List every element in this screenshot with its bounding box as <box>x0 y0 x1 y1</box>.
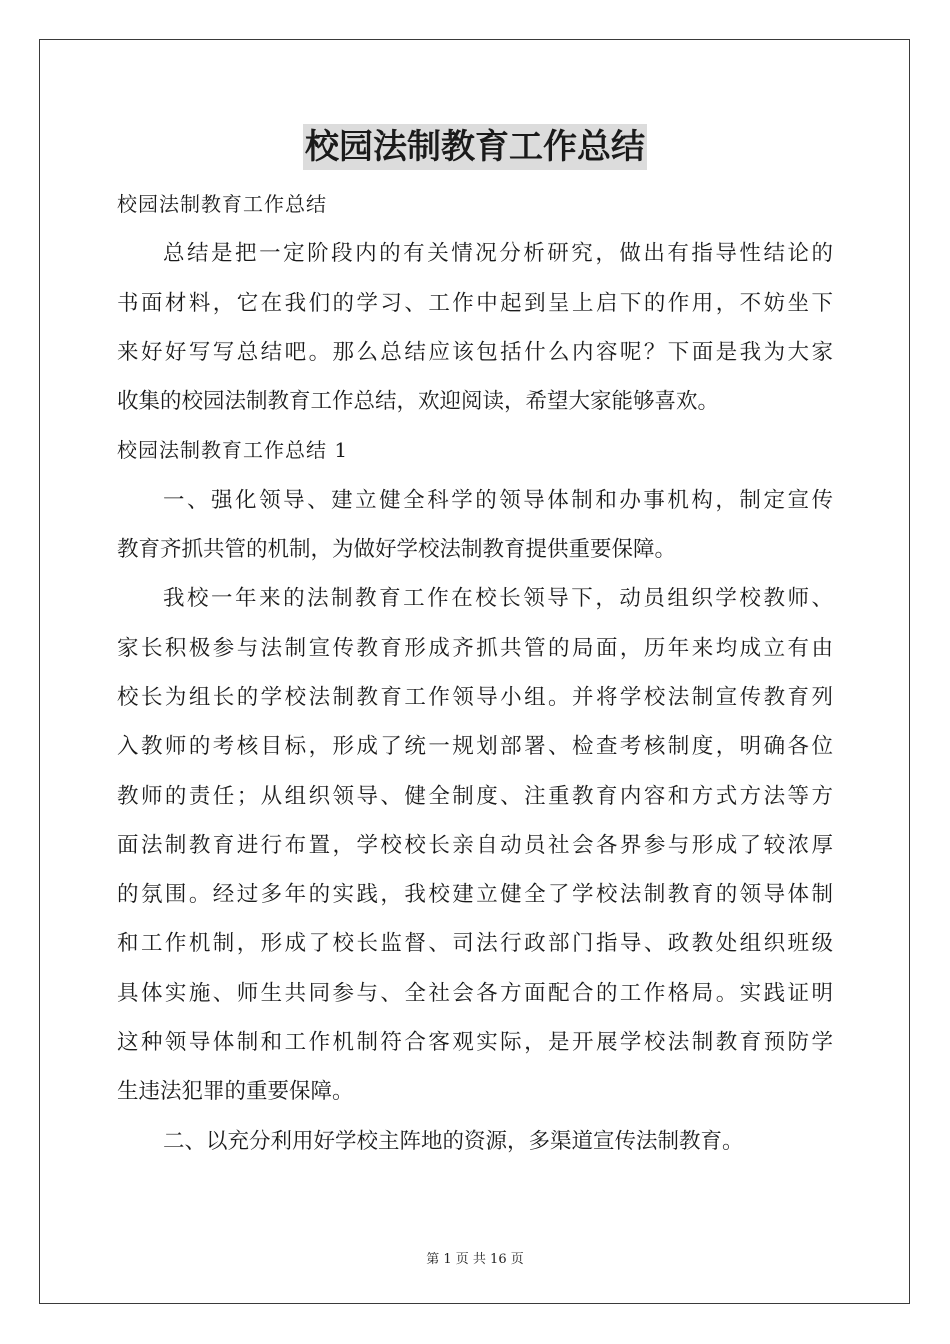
paragraph-resources <box>117 1117 833 1166</box>
paragraph-line: 入教师的考核目标，形成了统一规划部署、检查考核制度，明确各位 <box>117 734 833 760</box>
paragraph-line: 校长为组长的学校法制教育工作领导小组。并将学校法制宣传教育列 <box>117 684 833 710</box>
paragraph-line: 和工作机制，形成了校长监督、司法行政部门指导、政教处组织班级 <box>117 931 833 957</box>
paragraph-line: 面法制教育进行布置，学校校长亲自动员社会各界参与形成了较浓厚 <box>117 832 833 858</box>
paragraph-school-year <box>117 574 833 1116</box>
title-container <box>0 124 950 170</box>
paragraph-line: 收集的校园法制教育工作总结，欢迎阅读，希望大家能够喜欢。 <box>117 389 720 415</box>
paragraph-line: 总结是把一定阶段内的有关情况分析研究，做出有指导性结论的 <box>163 241 833 267</box>
paragraph-line: 生违法犯罪的重要保障。 <box>117 1079 354 1105</box>
paragraph-leadership <box>117 476 833 575</box>
paragraph-line: 来好好写写总结吧。那么总结应该包括什么内容呢？下面是我为大家 <box>117 339 833 365</box>
page-number-footer: 第 1 页 共 16 页 <box>426 1252 524 1267</box>
section-heading: 校园法制教育工作总结 1 <box>117 438 349 463</box>
document-subtitle: 校园法制教育工作总结 <box>117 192 327 216</box>
paragraph-line: 二、以充分利用好学校主阵地的资源，多渠道宣传法制教育。 <box>163 1128 744 1154</box>
paragraph-line: 这种领导体制和工作机制符合客观实际，是开展学校法制教育预防学 <box>117 1030 833 1056</box>
paragraph-line: 我校一年来的法制教育工作在校长领导下，动员组织学校教师、 <box>163 586 833 612</box>
paragraph-intro <box>117 229 833 426</box>
paragraph-line: 一、强化领导、建立健全科学的领导体制和办事机构，制定宣传 <box>163 487 833 513</box>
paragraph-line: 家长积极参与法制宣传教育形成齐抓共管的局面，历年来均成立有由 <box>117 635 833 661</box>
document-title: 校园法制教育工作总结 <box>303 124 647 170</box>
paragraph-line: 具体实施、师生共同参与、全社会各方面配合的工作格局。实践证明 <box>117 980 833 1006</box>
paragraph-line: 的氛围。经过多年的实践，我校建立健全了学校法制教育的领导体制 <box>117 882 833 908</box>
paragraph-line: 教师的责任；从组织领导、健全制度、注重教育内容和方式方法等方 <box>117 783 833 809</box>
document-body <box>117 180 833 1166</box>
paragraph-line: 书面材料，它在我们的学习、工作中起到呈上启下的作用，不妨坐下 <box>117 290 833 316</box>
paragraph-line: 教育齐抓共管的机制，为做好学校法制教育提供重要保障。 <box>117 537 677 563</box>
